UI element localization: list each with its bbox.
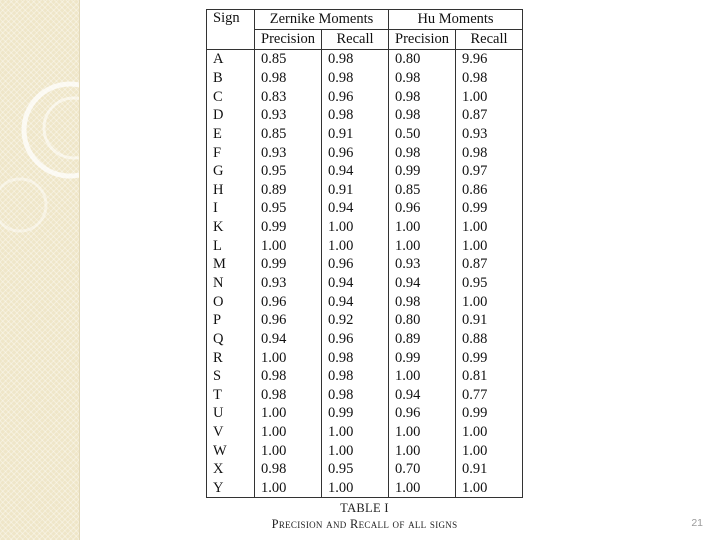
cell-hu-recall: 0.91 xyxy=(456,460,523,479)
cell-zernike-precision: 1.00 xyxy=(255,423,322,442)
cell-sign: W xyxy=(207,441,255,460)
cell-zernike-recall: 0.99 xyxy=(322,404,389,423)
cell-sign: B xyxy=(207,69,255,88)
subheader-zernike-recall: Recall xyxy=(322,30,389,50)
cell-zernike-precision: 0.98 xyxy=(255,367,322,386)
cell-hu-recall: 0.87 xyxy=(456,255,523,274)
subheader-zernike-precision: Precision xyxy=(255,30,322,50)
cell-sign: S xyxy=(207,367,255,386)
cell-zernike-recall: 1.00 xyxy=(322,423,389,442)
cell-zernike-precision: 1.00 xyxy=(255,479,322,498)
cell-hu-precision: 0.98 xyxy=(389,143,456,162)
cell-zernike-precision: 0.85 xyxy=(255,125,322,144)
precision-recall-table xyxy=(206,9,523,498)
results-table-container xyxy=(206,9,523,498)
cell-zernike-precision: 0.95 xyxy=(255,162,322,181)
table-row xyxy=(207,404,523,423)
table-row xyxy=(207,162,523,181)
cell-zernike-precision: 0.99 xyxy=(255,255,322,274)
cell-hu-precision: 1.00 xyxy=(389,236,456,255)
header-sign: Sign xyxy=(207,10,255,50)
header-hu-moments: Hu Moments xyxy=(389,10,523,30)
table-row xyxy=(207,255,523,274)
cell-hu-precision: 1.00 xyxy=(389,423,456,442)
cell-zernike-recall: 0.96 xyxy=(322,255,389,274)
side-panel-divider xyxy=(79,0,80,540)
cell-zernike-precision: 0.93 xyxy=(255,106,322,125)
cell-hu-precision: 0.99 xyxy=(389,162,456,181)
cell-hu-precision: 0.70 xyxy=(389,460,456,479)
cell-sign: Q xyxy=(207,330,255,349)
cell-sign: F xyxy=(207,143,255,162)
table-row xyxy=(207,460,523,479)
cell-sign: L xyxy=(207,236,255,255)
cell-hu-recall: 0.99 xyxy=(456,404,523,423)
cell-zernike-recall: 1.00 xyxy=(322,236,389,255)
table-row xyxy=(207,180,523,199)
cell-hu-recall: 0.98 xyxy=(456,143,523,162)
cell-sign: Y xyxy=(207,479,255,498)
cell-hu-precision: 0.50 xyxy=(389,125,456,144)
cell-hu-precision: 1.00 xyxy=(389,441,456,460)
cell-zernike-recall: 0.92 xyxy=(322,311,389,330)
cell-sign: K xyxy=(207,218,255,237)
cell-zernike-precision: 0.95 xyxy=(255,199,322,218)
cell-sign: P xyxy=(207,311,255,330)
table-row xyxy=(207,348,523,367)
cell-hu-recall: 0.86 xyxy=(456,180,523,199)
cell-zernike-recall: 0.94 xyxy=(322,292,389,311)
table-row xyxy=(207,69,523,88)
cell-zernike-precision: 0.96 xyxy=(255,292,322,311)
cell-hu-precision: 0.98 xyxy=(389,87,456,106)
table-row xyxy=(207,199,523,218)
cell-hu-recall: 0.97 xyxy=(456,162,523,181)
table-row xyxy=(207,143,523,162)
decorative-side-panel xyxy=(0,0,79,540)
cell-zernike-recall: 0.94 xyxy=(322,274,389,293)
cell-sign: C xyxy=(207,87,255,106)
cell-hu-precision: 1.00 xyxy=(389,479,456,498)
cell-hu-recall: 0.87 xyxy=(456,106,523,125)
cell-hu-recall: 0.93 xyxy=(456,125,523,144)
header-zernike-moments: Zernike Moments xyxy=(255,10,389,30)
cell-hu-precision: 0.98 xyxy=(389,292,456,311)
cell-zernike-precision: 1.00 xyxy=(255,404,322,423)
cell-sign: O xyxy=(207,292,255,311)
cell-zernike-recall: 0.98 xyxy=(322,367,389,386)
table-row xyxy=(207,386,523,405)
cell-sign: I xyxy=(207,199,255,218)
cell-hu-precision: 1.00 xyxy=(389,367,456,386)
decorative-circles-icon xyxy=(0,0,79,540)
cell-hu-precision: 0.80 xyxy=(389,50,456,69)
cell-zernike-precision: 0.98 xyxy=(255,69,322,88)
cell-hu-recall: 0.81 xyxy=(456,367,523,386)
cell-zernike-precision: 0.96 xyxy=(255,311,322,330)
table-group-header-row xyxy=(207,10,523,30)
table-row xyxy=(207,292,523,311)
cell-hu-recall: 0.91 xyxy=(456,311,523,330)
cell-zernike-recall: 1.00 xyxy=(322,218,389,237)
cell-hu-recall: 1.00 xyxy=(456,292,523,311)
table-row xyxy=(207,125,523,144)
cell-sign: N xyxy=(207,274,255,293)
cell-zernike-precision: 1.00 xyxy=(255,441,322,460)
cell-hu-precision: 0.93 xyxy=(389,255,456,274)
table-row xyxy=(207,367,523,386)
cell-hu-recall: 0.99 xyxy=(456,348,523,367)
cell-sign: U xyxy=(207,404,255,423)
subheader-hu-precision: Precision xyxy=(389,30,456,50)
table-title: Precision and Recall of all signs xyxy=(271,517,458,531)
cell-hu-precision: 0.89 xyxy=(389,330,456,349)
cell-zernike-precision: 1.00 xyxy=(255,236,322,255)
cell-hu-precision: 0.85 xyxy=(389,180,456,199)
table-row xyxy=(207,330,523,349)
cell-hu-recall: 0.98 xyxy=(456,69,523,88)
cell-zernike-recall: 0.91 xyxy=(322,125,389,144)
cell-zernike-recall: 0.96 xyxy=(322,87,389,106)
table-row xyxy=(207,236,523,255)
cell-zernike-precision: 0.99 xyxy=(255,218,322,237)
table-row xyxy=(207,479,523,498)
table-row xyxy=(207,423,523,442)
cell-hu-precision: 0.98 xyxy=(389,69,456,88)
cell-zernike-recall: 0.94 xyxy=(322,199,389,218)
cell-zernike-recall: 1.00 xyxy=(322,441,389,460)
cell-zernike-precision: 0.94 xyxy=(255,330,322,349)
table-caption xyxy=(206,500,523,532)
cell-hu-precision: 0.94 xyxy=(389,274,456,293)
cell-zernike-precision: 1.00 xyxy=(255,348,322,367)
table-row xyxy=(207,274,523,293)
cell-hu-recall: 1.00 xyxy=(456,441,523,460)
table-row xyxy=(207,311,523,330)
table-row xyxy=(207,106,523,125)
cell-hu-recall: 1.00 xyxy=(456,479,523,498)
cell-zernike-precision: 0.85 xyxy=(255,50,322,69)
table-subheader-row xyxy=(207,30,523,50)
table-row xyxy=(207,218,523,237)
cell-hu-precision: 0.94 xyxy=(389,386,456,405)
cell-zernike-recall: 0.95 xyxy=(322,460,389,479)
cell-zernike-precision: 0.83 xyxy=(255,87,322,106)
cell-sign: V xyxy=(207,423,255,442)
cell-hu-precision: 0.80 xyxy=(389,311,456,330)
cell-hu-precision: 0.98 xyxy=(389,106,456,125)
cell-zernike-recall: 0.98 xyxy=(322,106,389,125)
cell-hu-recall: 0.95 xyxy=(456,274,523,293)
cell-zernike-precision: 0.89 xyxy=(255,180,322,199)
cell-zernike-recall: 0.96 xyxy=(322,330,389,349)
cell-sign: E xyxy=(207,125,255,144)
cell-hu-recall: 1.00 xyxy=(456,87,523,106)
cell-hu-recall: 0.88 xyxy=(456,330,523,349)
subheader-hu-recall: Recall xyxy=(456,30,523,50)
cell-sign: H xyxy=(207,180,255,199)
cell-hu-precision: 0.96 xyxy=(389,404,456,423)
cell-hu-precision: 0.96 xyxy=(389,199,456,218)
cell-zernike-precision: 0.98 xyxy=(255,386,322,405)
cell-sign: D xyxy=(207,106,255,125)
cell-zernike-recall: 0.98 xyxy=(322,50,389,69)
cell-hu-recall: 1.00 xyxy=(456,423,523,442)
cell-zernike-recall: 0.98 xyxy=(322,386,389,405)
table-body xyxy=(207,50,523,498)
cell-zernike-precision: 0.93 xyxy=(255,143,322,162)
cell-hu-precision: 0.99 xyxy=(389,348,456,367)
cell-sign: T xyxy=(207,386,255,405)
table-row xyxy=(207,441,523,460)
cell-zernike-recall: 1.00 xyxy=(322,479,389,498)
cell-sign: A xyxy=(207,50,255,69)
cell-hu-recall: 0.99 xyxy=(456,199,523,218)
cell-zernike-recall: 0.91 xyxy=(322,180,389,199)
cell-zernike-precision: 0.98 xyxy=(255,460,322,479)
table-row xyxy=(207,87,523,106)
cell-hu-recall: 1.00 xyxy=(456,236,523,255)
cell-zernike-recall: 0.98 xyxy=(322,69,389,88)
cell-zernike-recall: 0.98 xyxy=(322,348,389,367)
cell-hu-precision: 1.00 xyxy=(389,218,456,237)
cell-hu-recall: 9.96 xyxy=(456,50,523,69)
cell-sign: M xyxy=(207,255,255,274)
cell-zernike-recall: 0.96 xyxy=(322,143,389,162)
cell-hu-recall: 0.77 xyxy=(456,386,523,405)
cell-sign: G xyxy=(207,162,255,181)
cell-hu-recall: 1.00 xyxy=(456,218,523,237)
cell-sign: R xyxy=(207,348,255,367)
page-number: 21 xyxy=(691,517,703,529)
table-row xyxy=(207,50,523,69)
cell-sign: X xyxy=(207,460,255,479)
table-number: TABLE I xyxy=(340,501,389,515)
cell-zernike-precision: 0.93 xyxy=(255,274,322,293)
cell-zernike-recall: 0.94 xyxy=(322,162,389,181)
